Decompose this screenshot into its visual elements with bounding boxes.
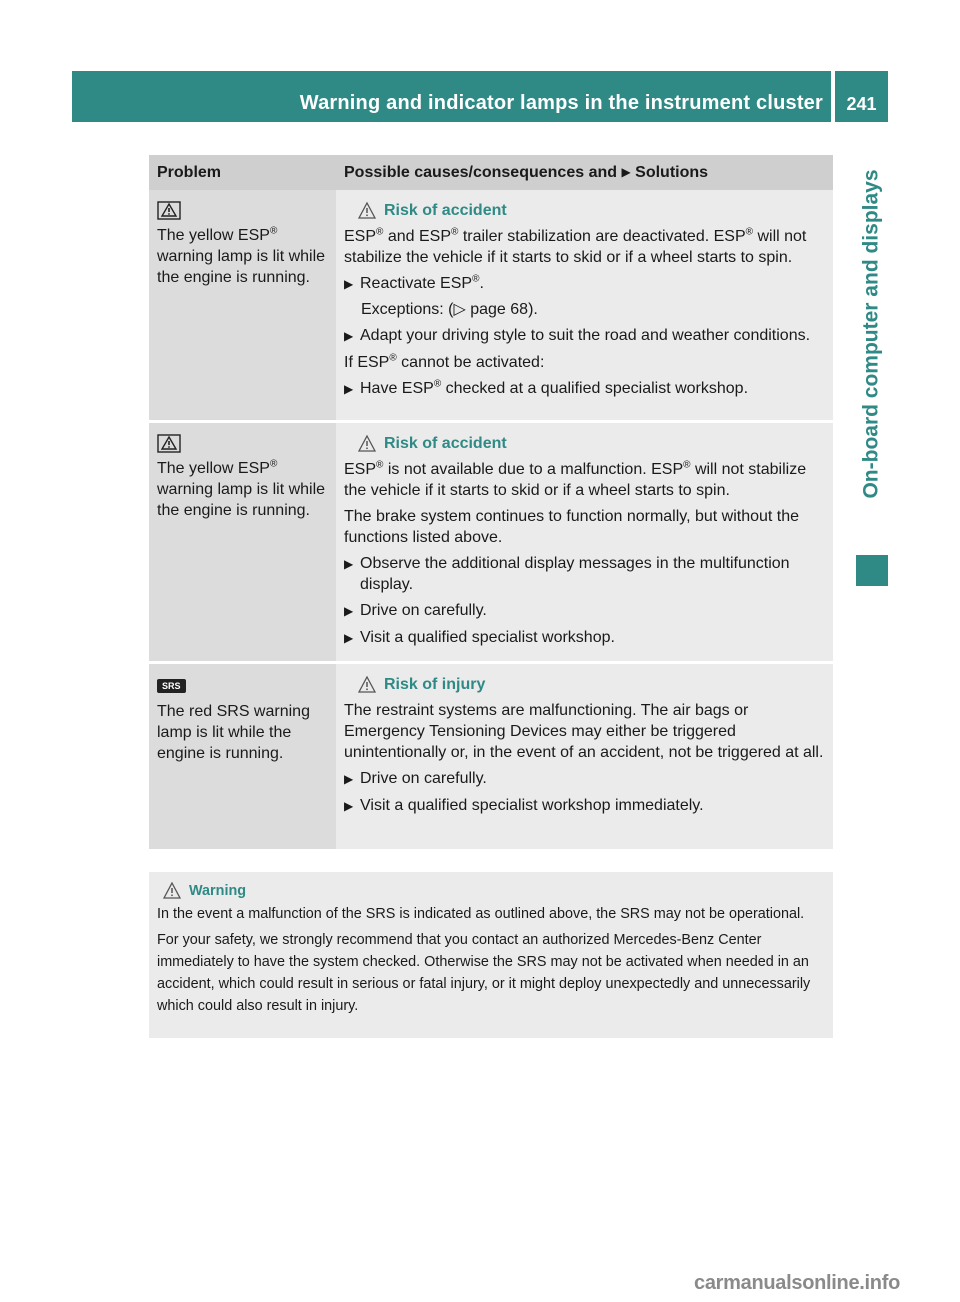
table-row bbox=[149, 420, 833, 661]
problem-cell bbox=[149, 423, 336, 661]
action-item: ▶ Drive on carefully. bbox=[344, 600, 827, 622]
table-header bbox=[149, 155, 833, 190]
action-item: ▶ Visit a qualified specialist workshop. bbox=[344, 627, 827, 649]
problem-text: The red SRS warning lamp is lit while the engine is running. bbox=[157, 703, 310, 762]
action-item: ▶ Adapt your driving style to suit the road and weather conditions. bbox=[344, 325, 827, 347]
header-solutions: Possible causes/consequences and ▶ Solutions bbox=[344, 164, 709, 181]
warning-triangle-icon bbox=[358, 676, 376, 693]
warning-box bbox=[149, 872, 833, 1038]
bullet-arrow-icon: ▶ bbox=[344, 799, 354, 813]
esp-warning-icon bbox=[157, 200, 181, 222]
problem-text: The yellow ESP® warning lamp is lit while the engine is running. bbox=[157, 458, 326, 519]
watermark: carmanualsonline.info bbox=[694, 1272, 900, 1294]
action-item: ▶ Reactivate ESP®. bbox=[344, 273, 827, 295]
bullet-arrow-icon: ▶ bbox=[344, 277, 354, 291]
warning-triangle-icon bbox=[358, 202, 376, 219]
page-title: Warning and indicator lamps in the instrument cluster bbox=[299, 92, 823, 114]
action-item: ▶ Visit a qualified specialist workshop immediately. bbox=[344, 795, 827, 817]
page-reference: Exceptions: (▷ page 68). bbox=[361, 301, 538, 318]
action-item: ▶ Have ESP® checked at a qualified specialist workshop. bbox=[344, 378, 827, 400]
problem-text: The yellow ESP® warning lamp is lit while the engine is running. bbox=[157, 225, 326, 286]
bullet-arrow-icon: ▶ bbox=[344, 557, 354, 571]
consequence-text: The brake system continues to function normally, but without the functions listed above. bbox=[344, 508, 800, 546]
esp-warning-icon bbox=[157, 433, 181, 455]
warning-lamp-table bbox=[149, 155, 833, 849]
condition-text: If ESP® cannot be activated: bbox=[344, 352, 545, 371]
side-tab bbox=[856, 134, 888, 534]
arrow-right-icon: ▶ bbox=[621, 165, 631, 179]
bullet-arrow-icon: ▶ bbox=[344, 772, 354, 786]
consequence-text: The restraint systems are malfunctioning. The air bags or Emergency Tensioning Devices may either be triggered unintentionally or, in the event of an accident, not be triggered at all. bbox=[344, 702, 824, 761]
warning-triangle-icon bbox=[163, 882, 181, 899]
problem-cell bbox=[149, 190, 336, 420]
solution-cell bbox=[336, 423, 833, 661]
risk-heading: Risk of accident bbox=[358, 433, 827, 454]
srs-icon: SRS bbox=[157, 679, 186, 693]
consequence-text: ESP® and ESP® trailer stabilization are deactivated. ESP® will not stabilize the vehicle if it starts to skid or if a wheel starts to spin. bbox=[344, 226, 807, 266]
bullet-arrow-icon: ▶ bbox=[344, 631, 354, 645]
table-row bbox=[149, 190, 833, 420]
solution-cell bbox=[336, 664, 833, 849]
consequence-text: ESP® is not available due to a malfunction. ESP® will not stabilize the vehicle if it starts to skid or if a wheel starts to spin. bbox=[344, 459, 807, 499]
page-number: 241 bbox=[846, 94, 877, 114]
table-row bbox=[149, 661, 833, 849]
bullet-arrow-icon: ▶ bbox=[344, 604, 354, 618]
warning-text: In the event a malfunction of the SRS is indicated as outlined above, the SRS may not be operational. bbox=[157, 906, 805, 922]
warning-triangle-icon bbox=[358, 435, 376, 452]
warning-heading: Warning bbox=[163, 880, 825, 901]
side-tab-marker bbox=[856, 555, 888, 586]
problem-cell bbox=[149, 664, 336, 849]
header-problem: Problem bbox=[157, 164, 222, 181]
solution-cell bbox=[336, 190, 833, 420]
action-item: ▶ Drive on carefully. bbox=[344, 768, 827, 790]
risk-heading: Risk of accident bbox=[358, 200, 827, 221]
bullet-arrow-icon: ▶ bbox=[344, 329, 354, 343]
risk-heading: Risk of injury bbox=[358, 674, 827, 695]
bullet-arrow-icon: ▶ bbox=[344, 382, 354, 396]
side-tab-label: On-board computer and displays bbox=[860, 169, 883, 499]
warning-text: For your safety, we strongly recommend that you contact an authorized Mercedes-Benz Center immediately to have the system checked. Otherwise the SRS may not be activated when needed in an accident, which could result in serious or fatal injury, or it might deploy unexpectedly and unnecessarily which could also result in injury. bbox=[157, 932, 811, 1014]
action-item: ▶ Observe the additional display messages in the multifunction display. bbox=[344, 555, 790, 593]
